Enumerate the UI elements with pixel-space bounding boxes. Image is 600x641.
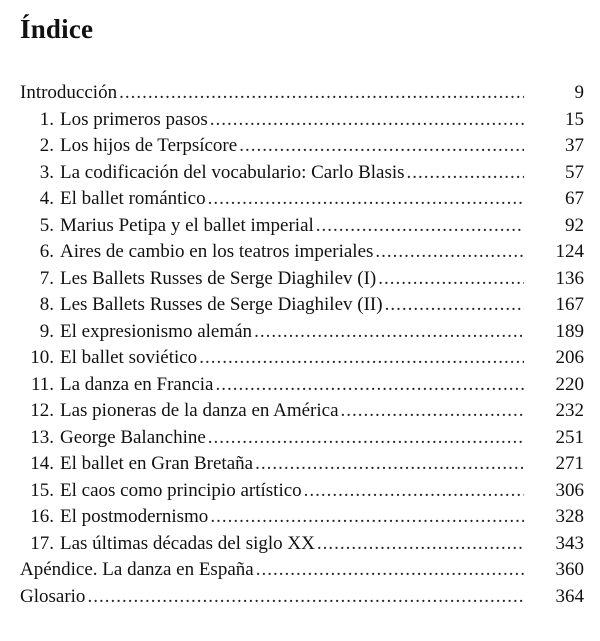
toc-entry-label: Las últimas décadas del siglo XX: [60, 532, 315, 554]
dot-leader: [256, 557, 524, 584]
toc-entry-label: El ballet en Gran Bretaña: [60, 453, 254, 474]
toc-entry: [20, 266, 584, 293]
toc-entry-label: Los primeros pasos: [60, 108, 208, 130]
toc-entry-label: George Balanchine: [60, 426, 206, 448]
toc-entry: [20, 425, 584, 452]
toc-entry: [20, 186, 584, 213]
toc-entry-page: 271: [555, 453, 584, 474]
dot-leader: [208, 425, 524, 452]
toc-entry-page: 167: [555, 294, 584, 315]
toc-entry: [20, 292, 584, 319]
toc-entry-number: 13.: [30, 426, 54, 448]
toc-entry-page: 251: [555, 426, 584, 448]
toc-entry-page: 67: [565, 188, 584, 209]
toc-entry-page: 9: [574, 82, 584, 103]
toc-entry: [20, 531, 584, 558]
toc-entry: [20, 319, 584, 346]
toc-entry-page: 364: [555, 585, 584, 607]
dot-leader: [119, 80, 524, 107]
toc-entry: [20, 133, 584, 160]
toc-entry: [20, 584, 584, 611]
toc-entry-page: 206: [555, 347, 584, 368]
toc-entry-label: Los hijos de Terpsícore: [60, 135, 238, 156]
toc-entry: [20, 239, 584, 266]
toc-entry-page: 57: [565, 161, 584, 183]
toc-entry-label: La danza en Francia: [60, 373, 214, 395]
toc-entry-label: Introducción: [20, 82, 118, 103]
table-of-contents: [20, 80, 584, 610]
toc-entry-number: 16.: [30, 506, 54, 527]
toc-entry-page: 306: [555, 479, 584, 501]
toc-entry: [20, 107, 584, 134]
toc-entry-number: 1.: [39, 108, 54, 130]
toc-entry-number: 11.: [30, 373, 54, 395]
toc-entry-page: 92: [565, 214, 584, 236]
toc-entry-number: 7.: [39, 267, 54, 289]
toc-entry-label: Apéndice. La danza en España: [20, 559, 254, 580]
toc-entry-label: Aires de cambio en los teatros imperiales: [60, 241, 374, 262]
toc-entry-label: Les Ballets Russes de Serge Diaghilev (II): [60, 294, 383, 315]
toc-entry-page: 124: [555, 241, 584, 262]
toc-entry: [20, 557, 584, 584]
toc-entry-number: 8.: [39, 294, 54, 315]
toc-entry: [20, 160, 584, 187]
toc-entry-label: La codificación del vocabulario: Carlo Blasis: [60, 161, 405, 183]
toc-entry-number: 10.: [30, 347, 54, 368]
toc-entry-number: 9.: [39, 320, 54, 342]
toc-entry-page: 136: [555, 267, 584, 289]
dot-leader: [255, 451, 524, 478]
toc-entry-page: 220: [555, 373, 584, 395]
toc-entry-number: 12.: [30, 400, 54, 421]
toc-entry: [20, 372, 584, 399]
toc-entry: [20, 451, 584, 478]
dot-leader: [239, 133, 524, 160]
toc-entry-label: El postmodernismo: [60, 506, 209, 527]
dot-leader: [199, 345, 524, 372]
toc-entry-page: 37: [565, 135, 584, 156]
dot-leader: [210, 504, 524, 531]
toc-entry-label: Les Ballets Russes de Serge Diaghilev (I): [60, 267, 377, 289]
dot-leader: [254, 319, 524, 346]
toc-entry: [20, 80, 584, 107]
toc-entry-label: El ballet romántico: [60, 188, 206, 209]
toc-entry-page: 232: [555, 400, 584, 421]
toc-entry: [20, 345, 584, 372]
toc-entry-number: 6.: [39, 241, 54, 262]
dot-leader: [208, 186, 524, 213]
dot-leader: [304, 478, 524, 505]
toc-entry-label: Las pioneras de la danza en América: [60, 400, 339, 421]
dot-leader: [385, 292, 524, 319]
toc-entry-page: 328: [555, 506, 584, 527]
toc-entry-page: 343: [555, 532, 584, 554]
toc-entry-number: 17.: [30, 532, 54, 554]
dot-leader: [317, 531, 524, 558]
toc-entry-page: 360: [555, 559, 584, 580]
toc-entry-label: El ballet soviético: [60, 347, 198, 368]
toc-entry-page: 189: [555, 320, 584, 342]
toc-entry: [20, 504, 584, 531]
toc-entry-page: 15: [565, 108, 584, 130]
toc-entry-label: El expresionismo alemán: [60, 320, 253, 342]
dot-leader: [316, 213, 524, 240]
page-title: Índice: [20, 14, 94, 44]
toc-entry: [20, 398, 584, 425]
toc-entry-label: Marius Petipa y el ballet imperial: [60, 214, 314, 236]
toc-entry-number: 4.: [39, 188, 54, 209]
toc-entry-number: 5.: [39, 214, 54, 236]
toc-entry: [20, 213, 584, 240]
toc-entry-number: 3.: [39, 161, 54, 183]
toc-entry-number: 15.: [30, 479, 54, 501]
toc-entry-number: 14.: [30, 453, 54, 474]
dot-leader: [210, 107, 524, 134]
toc-entry-label: Glosario: [20, 585, 86, 607]
dot-leader: [216, 372, 525, 399]
dot-leader: [407, 160, 524, 187]
dot-leader: [375, 239, 524, 266]
toc-entry-number: 2.: [39, 135, 54, 156]
toc-entry-label: El caos como principio artístico: [60, 479, 302, 501]
toc-entry: [20, 478, 584, 505]
dot-leader: [378, 266, 524, 293]
dot-leader: [341, 398, 524, 425]
dot-leader: [87, 584, 524, 611]
